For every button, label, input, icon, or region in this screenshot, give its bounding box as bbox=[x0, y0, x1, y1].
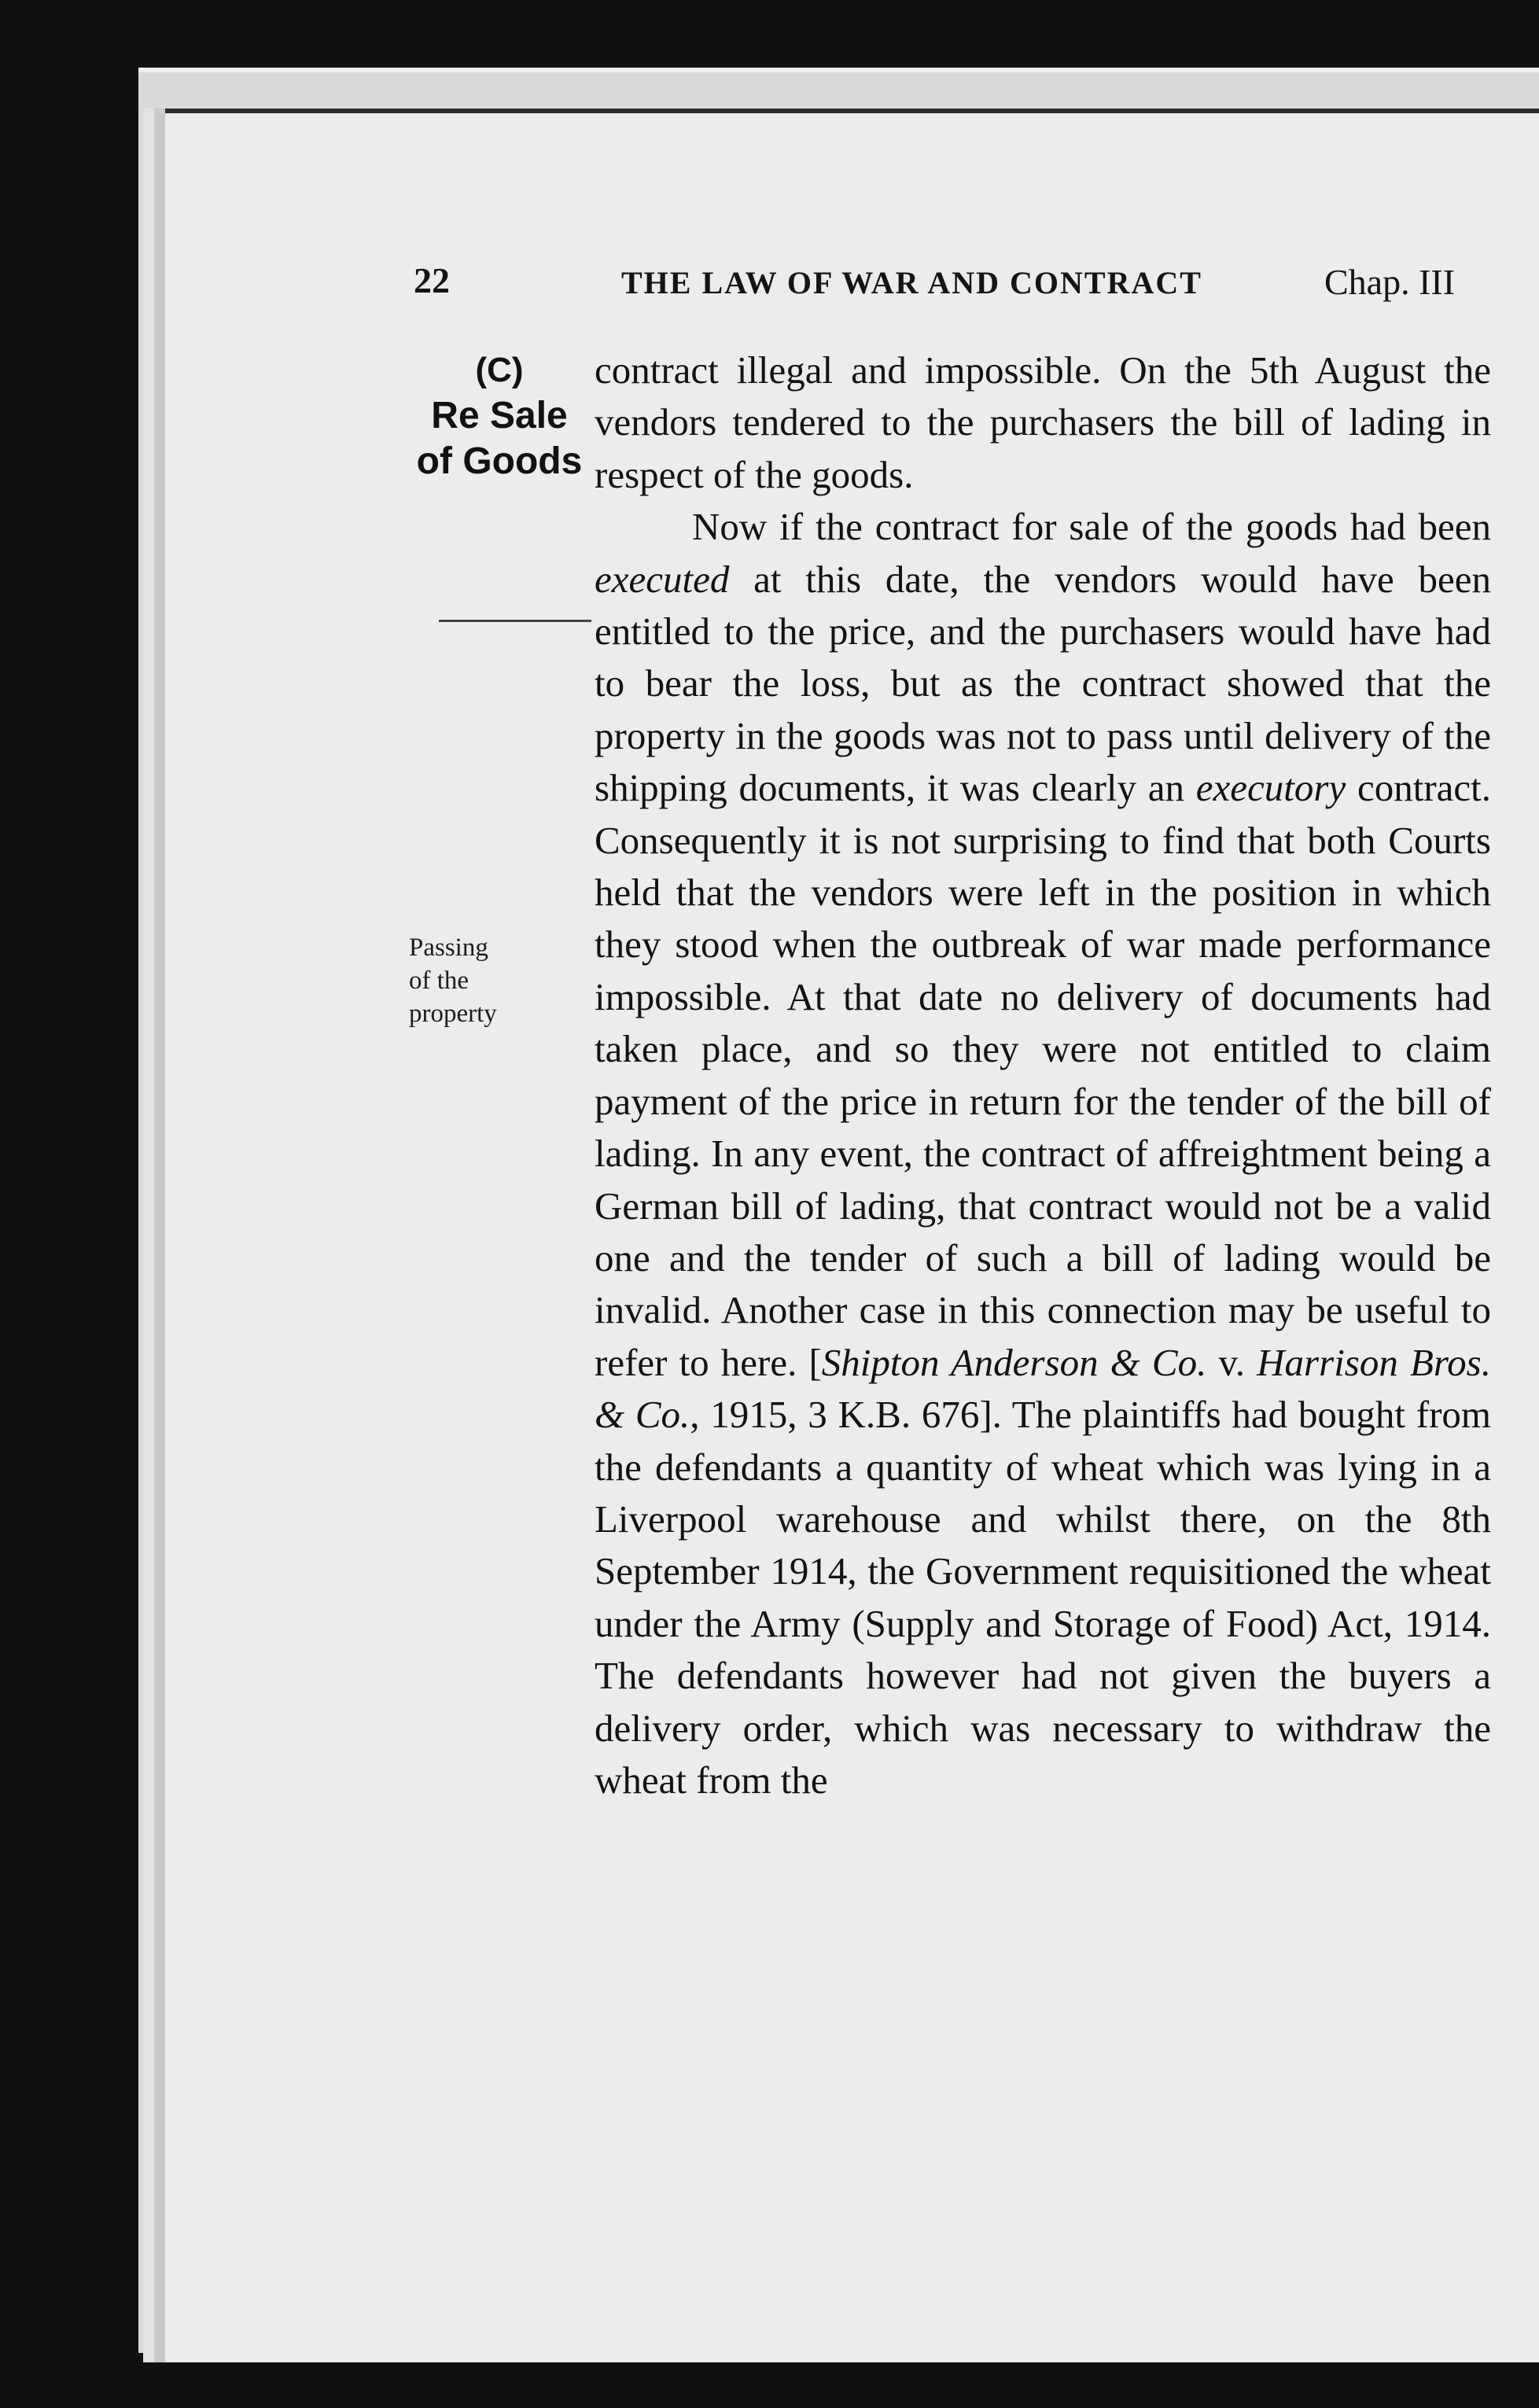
text-run: contract. Consequently it is not surprising to find that both Courts held that the vendors were left in the position in which they stood when the outbreak of war made performance impossible. At that date no delivery of documents had taken place, and so they were not entitled to claim payment of the price in return for the tender of the bill of lading. In any event, the contract of affreightment being a German bill of lading, that contract would not be a valid one and the tender of such a bill of lading would be invalid. Another case in this connection may be useful to refer to here. [ bbox=[595, 766, 1492, 1384]
italic-term: executory bbox=[1195, 766, 1346, 810]
running-title: THE LAW OF WAR AND CONTRACT bbox=[621, 265, 1202, 300]
paragraph: contract illegal and impossible. On the 5th August the vendors tendered to the purchasers the bill of lading in respect of the goods. bbox=[595, 348, 1491, 496]
case-name: Harrison Bros. & Co. bbox=[595, 1340, 1491, 1437]
case-name: Shipton Anderson & Co. bbox=[821, 1340, 1207, 1384]
book-page bbox=[165, 109, 1539, 2362]
chapter-label: Chap. III bbox=[1324, 262, 1456, 302]
text-run: Now if the contract for sale of the goods had been bbox=[692, 505, 1491, 549]
margin-note-line: property bbox=[409, 1000, 497, 1028]
text-run: at this date, the vendors would have been entitled to the price, and the purchasers would have had to bear the loss, but as the contract showed that the property in the goods was not to pass until delivery of the shipping documents, it was clearly an bbox=[595, 557, 1491, 810]
paragraph bbox=[595, 501, 1491, 1806]
section-heading-line: of Goods bbox=[416, 440, 583, 482]
text-run: , 1915, 3 K.B. 676]. The plaintiffs had bought from the defendants a quantity of wheat which was lying in a Liverpool warehouse and whilst there, on the 8th September 1914, the Government requisitioned the wheat under the Army (Supply and Storage of Food) Act, 1914. The defendants however had not given the buyers a delivery order, which was necessary to withdraw the wheat from the bbox=[595, 1393, 1491, 1802]
margin-note bbox=[409, 931, 558, 1030]
body-text bbox=[595, 344, 1491, 1806]
section-side-heading bbox=[401, 348, 598, 484]
heading-rule bbox=[439, 620, 591, 622]
page-number: 22 bbox=[414, 260, 450, 300]
italic-term: executed bbox=[595, 557, 730, 601]
text-run: v. bbox=[1206, 1340, 1257, 1384]
page-header bbox=[165, 260, 1539, 307]
margin-note-line: of the bbox=[409, 967, 469, 995]
section-marker: (C) bbox=[475, 351, 524, 389]
margin-note-line: Passing bbox=[409, 933, 488, 962]
section-heading-line: Re Sale bbox=[431, 395, 568, 436]
